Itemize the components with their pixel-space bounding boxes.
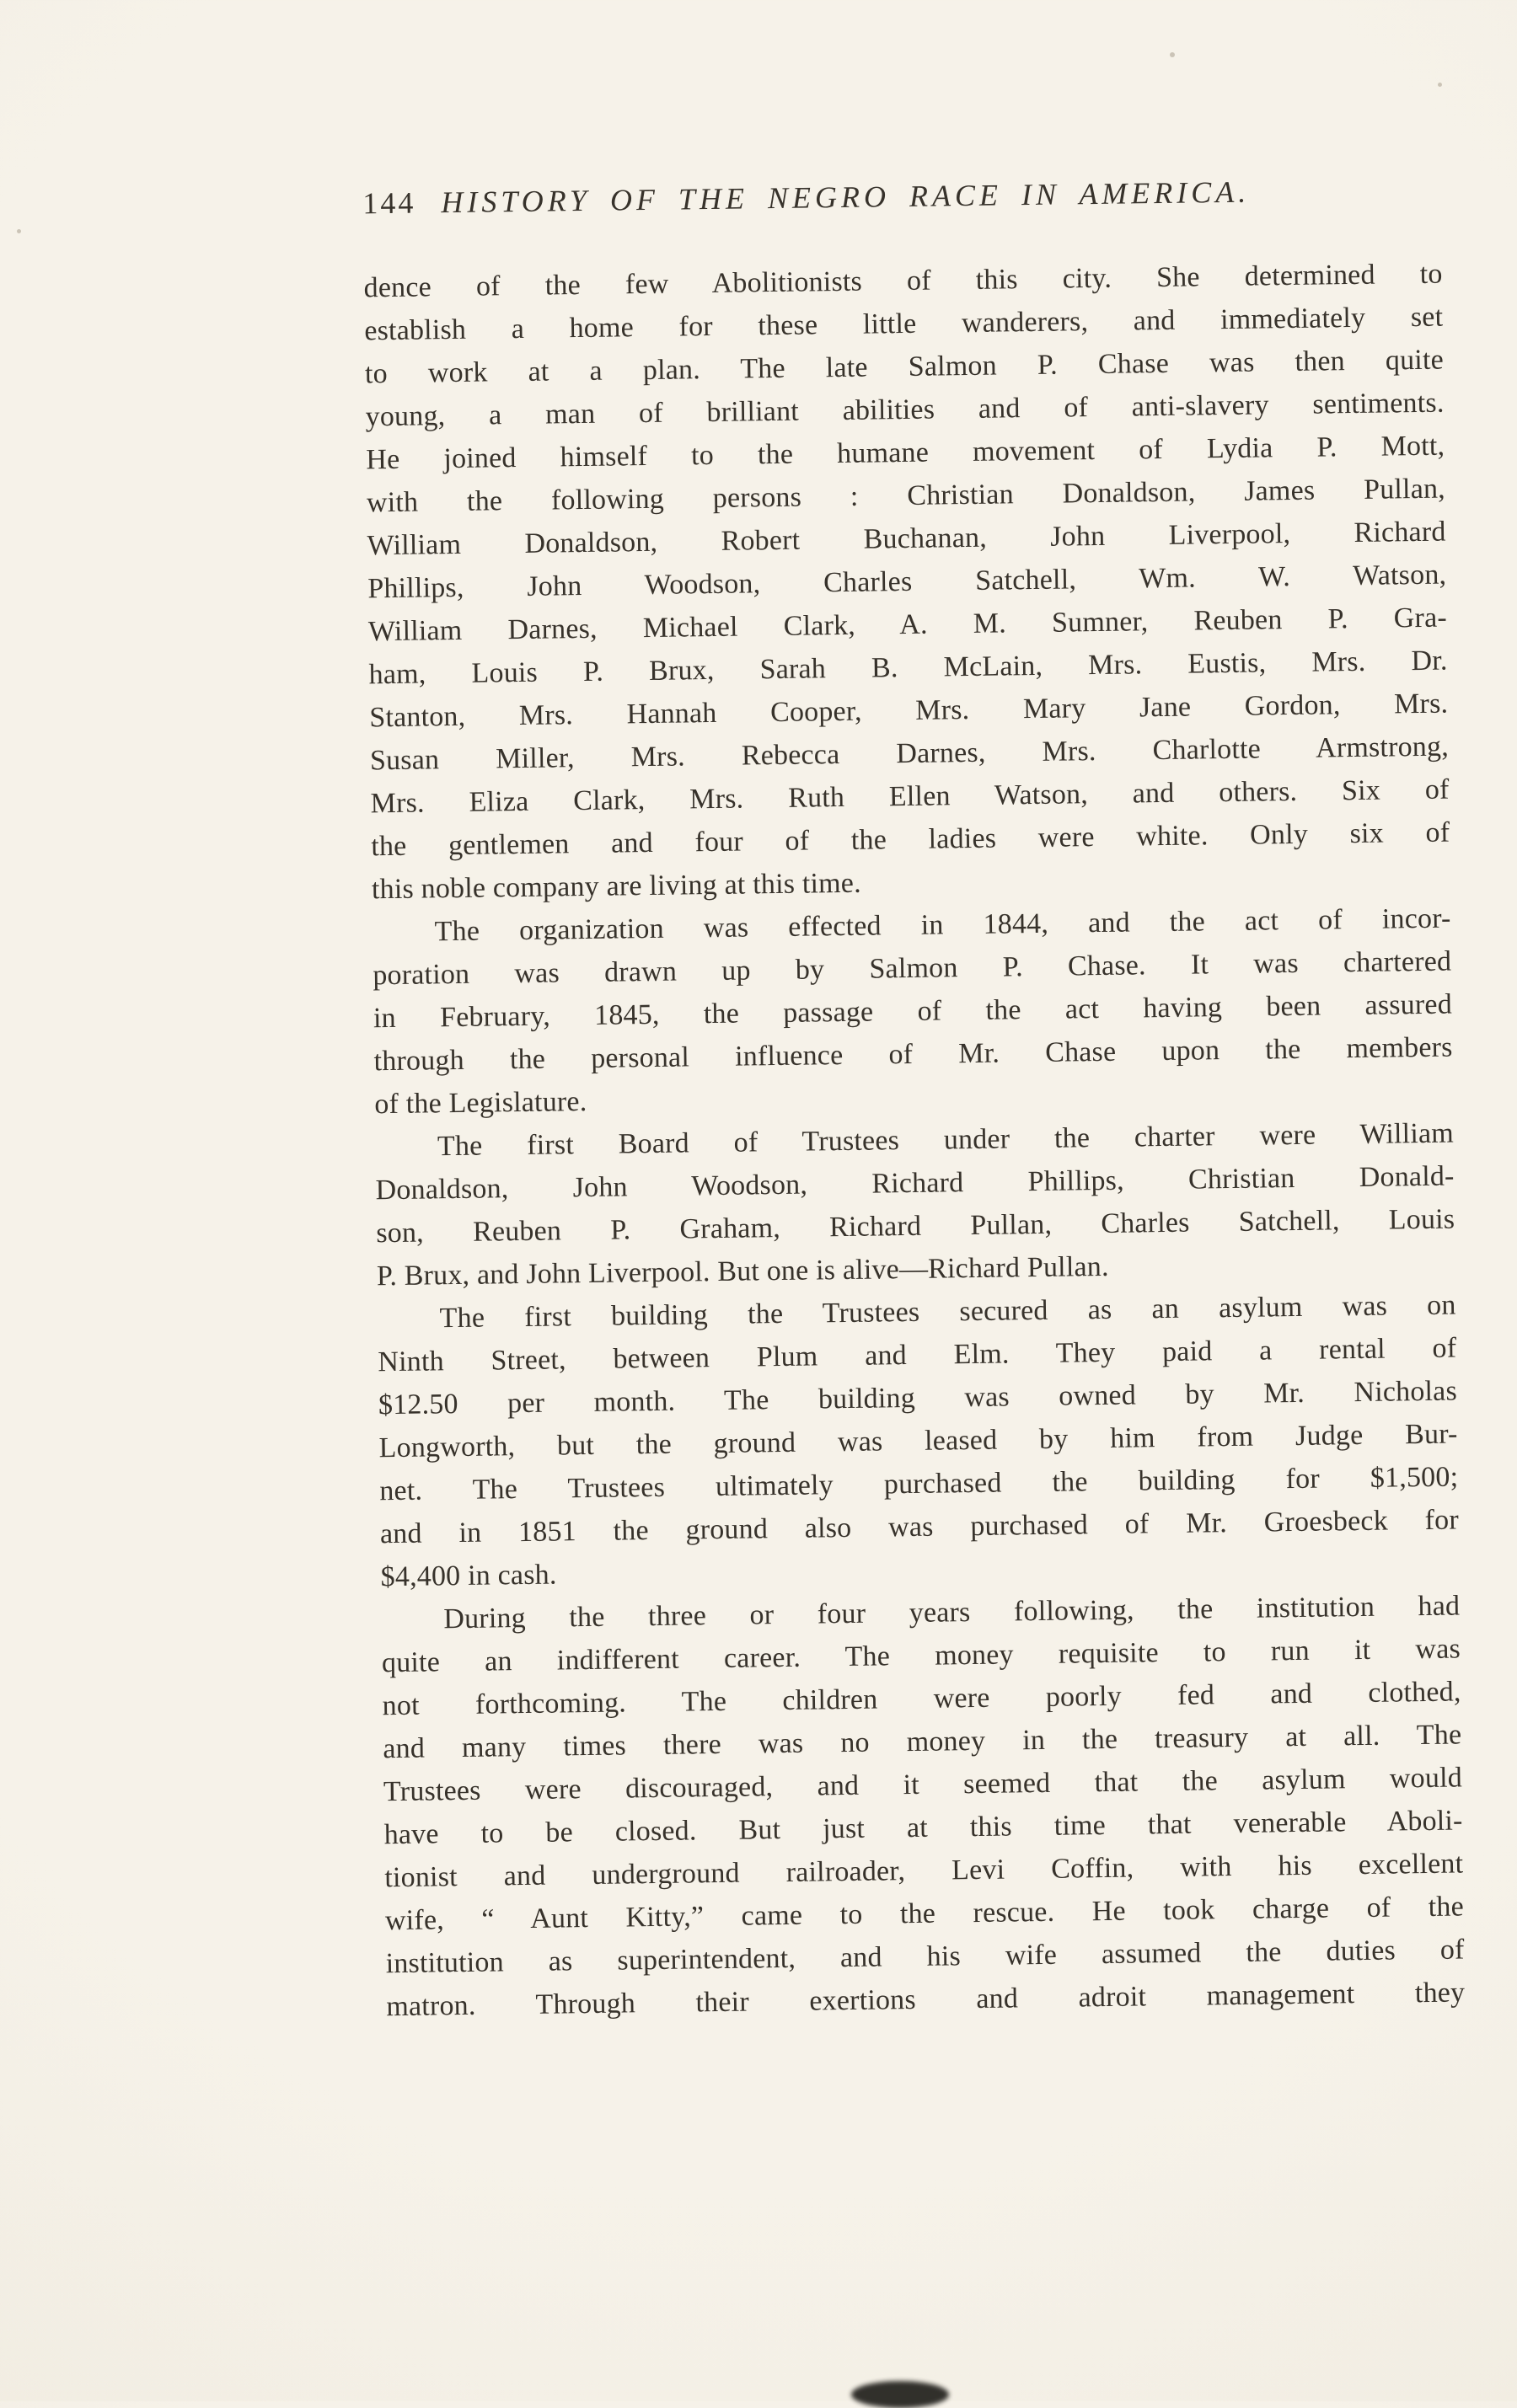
text-line: P. Brux, and John Liverpool. But one is alive—Richard Pullan. — [376, 1250, 1109, 1292]
text-line: wife, “ Aunt Kitty,” came to the rescue. He took charge of the — [384, 1891, 1465, 1937]
text-line: establish a home for these little wanderers, and immediately set — [364, 301, 1444, 347]
text-line: William Darnes, Michael Clark, A. M. Sumner, Reuben P. Gra- — [367, 602, 1448, 648]
text-line: poration was drawn up by Salmon P. Chase. It was chartered — [373, 945, 1452, 992]
text-line: Longworth, but the ground was leased by him from Judge Bur- — [378, 1418, 1458, 1464]
scan-artifact-speck — [1438, 83, 1442, 87]
text-line: The organization was effected in 1844, and the act of incor- — [434, 902, 1451, 948]
scan-artifact-speck — [1170, 52, 1175, 57]
text-line: The first Board of Trustees under the charter were William — [437, 1117, 1455, 1163]
text-line: Stanton, Mrs. Hannah Cooper, Mrs. Mary Jane Gordon, Mrs. — [369, 688, 1449, 734]
paragraph — [363, 253, 1450, 912]
text-line: in February, 1845, the passage of the act having been assured — [373, 988, 1453, 1035]
text-line: During the three or four years following, the institution had — [443, 1590, 1461, 1635]
paragraph — [381, 1584, 1466, 2028]
text-line: with the following persons : Christian Donaldson, James Pullan, — [366, 473, 1446, 519]
running-head — [362, 172, 1441, 222]
text-line: not forthcoming. The children were poorly fed and clothed, — [382, 1676, 1461, 1722]
text-line: $12.50 per month. The building was owned by Mr. Nicholas — [378, 1375, 1458, 1421]
text-line: through the personal influence of Mr. Chase upon the members — [373, 1031, 1453, 1078]
text-line: son, Reuben P. Graham, Richard Pullan, Charles Satchell, Louis — [376, 1203, 1455, 1249]
running-title: HISTORY OF THE NEGRO RACE IN AMERICA. — [441, 174, 1251, 220]
text-line: Susan Miller, Mrs. Rebecca Darnes, Mrs. Charlotte Armstrong, — [369, 730, 1450, 777]
text-line: $4,400 in cash. — [380, 1559, 557, 1593]
paragraph — [372, 897, 1453, 1126]
text-line: to work at a plan. The late Salmon P. Chase was then quite — [364, 344, 1445, 390]
scan-artifact-smudge — [851, 2381, 949, 2408]
text-line: Trustees were discouraged, and it seemed that the asylum would — [383, 1762, 1463, 1808]
text-line: The first building the Trustees secured as an asylum was on — [439, 1289, 1456, 1335]
text-line: quite an indifferent career. The money requisite to run it was — [381, 1633, 1461, 1679]
text-line: the gentlemen and four of the ladies were white. Only six of — [371, 816, 1450, 863]
paragraph — [375, 1112, 1456, 1298]
text-line: matron. Through their exertions and adroit management they — [386, 1977, 1466, 2023]
text-line: tionist and underground railroader, Levi Coffin, with his excellent — [384, 1848, 1464, 1894]
body-text — [363, 253, 1465, 2029]
text-line: He joined himself to the humane movement of Lydia P. Mott, — [366, 430, 1445, 476]
text-line: young, a man of brilliant abilities and of anti-slavery sentiments. — [365, 387, 1445, 433]
scan-artifact-speck — [17, 229, 21, 233]
text-line: and many times there was no money in the treasury at all. The — [383, 1719, 1462, 1765]
text-line: have to be closed. But just at this time that venerable Aboli- — [383, 1805, 1463, 1851]
text-line: and in 1851 the ground also was purchased of Mr. Groesbeck for — [379, 1504, 1460, 1550]
page-number: 144 — [362, 185, 416, 221]
text-line: Donaldson, John Woodson, Richard Phillips, Christian Donald- — [375, 1160, 1455, 1207]
text-line: institution as superintendent, and his wife assumed the duties of — [385, 1934, 1465, 1980]
text-line: net. The Trustees ultimately purchased the building for $1,500; — [379, 1461, 1459, 1507]
text-line: of the Legislature. — [374, 1085, 587, 1121]
text-line: William Donaldson, Robert Buchanan, John Liverpool, Richard — [367, 516, 1446, 562]
text-line: Ninth Street, between Plum and Elm. They paid a rental of — [378, 1332, 1457, 1378]
paragraph — [377, 1284, 1460, 1599]
text-line: Phillips, John Woodson, Charles Satchell, Wm. W. Watson, — [367, 559, 1447, 605]
text-line: this noble company are living at this time. — [371, 867, 862, 906]
text-line: dence of the few Abolitionists of this city. She determined to — [363, 258, 1443, 304]
page-content — [362, 172, 1466, 2029]
text-line: ham, Louis P. Brux, Sarah B. McLain, Mrs. Eustis, Mrs. Dr. — [368, 645, 1448, 691]
text-line: Mrs. Eliza Clark, Mrs. Ruth Ellen Watson, and others. Six of — [370, 773, 1450, 820]
